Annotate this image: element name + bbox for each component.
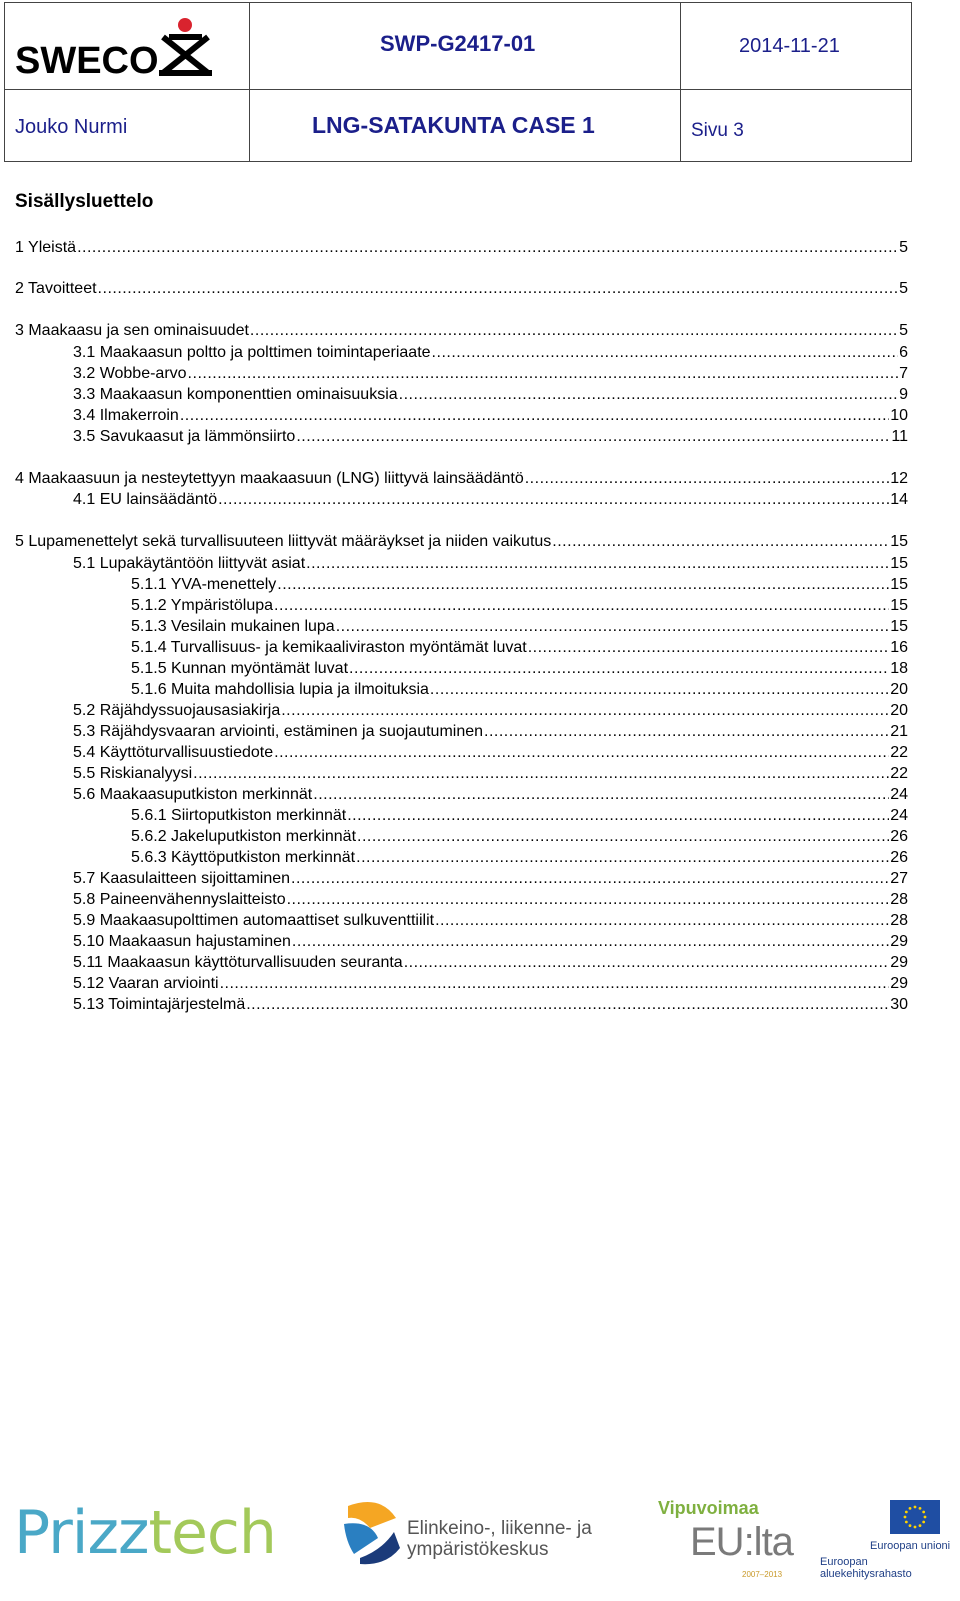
eu-flag-icon: [890, 1500, 940, 1534]
toc-entry-page: 20: [890, 681, 908, 698]
ely-line1: Elinkeino-, liikenne- ja: [407, 1518, 592, 1539]
document-code: SWP-G2417-01: [380, 31, 536, 56]
toc-entry[interactable]: [73, 701, 908, 721]
eu-star: [919, 1524, 922, 1527]
toc-entry[interactable]: [73, 953, 908, 973]
toc-entry-page: 15: [890, 576, 908, 593]
toc-entry[interactable]: [73, 554, 908, 574]
toc-leader-dots: [287, 890, 890, 910]
toc-entry-label: 5.1.1 YVA-menettely: [131, 576, 277, 593]
eu-star: [904, 1516, 907, 1519]
document-date: 2014-11-21: [739, 35, 840, 57]
toc-leader-dots: [306, 554, 889, 574]
prizztech-logo: [14, 1498, 276, 1568]
author-name: Jouko Nurmi: [15, 116, 128, 138]
toc-entry[interactable]: [131, 848, 908, 868]
toc-entry[interactable]: [15, 321, 908, 341]
prizztech-logo-part2: tech: [148, 1498, 276, 1568]
toc-leader-dots: [193, 764, 889, 784]
toc-entry[interactable]: [73, 385, 908, 405]
sweco-logo-dot: [178, 18, 192, 32]
date-cell: [680, 2, 912, 90]
toc-entry-label: 5.1.4 Turvallisuus- ja kemikaaliviraston myöntämät luvat: [131, 639, 527, 656]
toc-entry-page: 28: [890, 891, 908, 908]
toc-leader-dots: [313, 785, 889, 805]
footer-logos: [0, 1490, 960, 1601]
toc-entry-page: 22: [890, 744, 908, 761]
toc-entry-page: 20: [890, 702, 908, 719]
toc-leader-dots: [399, 385, 898, 405]
toc-entry-label: 3 Maakaasu ja sen ominaisuudet: [15, 322, 249, 339]
toc-leader-dots: [292, 932, 889, 952]
toc-leader-dots: [218, 490, 889, 510]
toc-leader-dots: [180, 406, 889, 426]
toc-entry-label: 5.5 Riskianalyysi: [73, 765, 193, 782]
toc-entry[interactable]: [73, 785, 908, 805]
toc-entry-page: 29: [890, 933, 908, 950]
toc-entry[interactable]: [73, 364, 908, 384]
toc-leader-dots: [296, 427, 890, 447]
document-header: [4, 2, 912, 162]
toc-entry-page: 15: [890, 597, 908, 614]
toc-title: Sisällysluettelo: [15, 191, 154, 212]
eu-star: [909, 1524, 912, 1527]
eu-star: [905, 1511, 908, 1514]
toc-entry-page: 26: [890, 828, 908, 845]
toc-entry-page: 18: [890, 660, 908, 677]
eulta-years: 2007–2013: [742, 1570, 783, 1579]
toc-entry[interactable]: [131, 617, 908, 637]
toc-leader-dots: [347, 806, 889, 826]
toc-leader-dots: [356, 848, 889, 868]
toc-leader-dots: [98, 279, 899, 299]
ely-logo-text: [407, 1518, 592, 1560]
toc-entry-label: 5.6.2 Jakeluputkiston merkinnät: [131, 828, 357, 845]
toc-entry-label: 5.6.1 Siirtoputkiston merkinnät: [131, 807, 347, 824]
toc-entry[interactable]: [73, 995, 908, 1015]
toc-leader-dots: [357, 827, 889, 847]
toc-entry-label: 3.2 Wobbe-arvo: [73, 365, 187, 382]
toc-leader-dots: [404, 953, 890, 973]
eulta-text: EU:lta: [690, 1520, 793, 1564]
toc-entry[interactable]: [73, 890, 908, 910]
toc-leader-dots: [250, 321, 898, 341]
toc-entry[interactable]: [73, 932, 908, 952]
toc-entry-label: 5.1.5 Kunnan myöntämät luvat: [131, 660, 349, 677]
toc-entry[interactable]: [73, 427, 908, 447]
toc-entry-page: 16: [890, 639, 908, 656]
toc-entry-page: 21: [890, 723, 908, 740]
toc-entry-label: 5.12 Vaaran arviointi: [73, 975, 219, 992]
toc-entry-label: 1 Yleistä: [15, 239, 77, 256]
eu-star: [922, 1511, 925, 1514]
toc-entry-page: 24: [890, 807, 908, 824]
eu-star: [919, 1507, 922, 1510]
toc-entry[interactable]: [15, 532, 908, 552]
author-cell: [4, 89, 250, 162]
toc-entry-label: 5.9 Maakaasupolttimen automaattiset sulkuventtiilit: [73, 912, 435, 929]
toc-leader-dots: [188, 364, 899, 384]
toc-entry-page: 27: [890, 870, 908, 887]
toc-entry-label: 5.1.2 Ympäristölupa: [131, 597, 274, 614]
toc-entry-label: 5.11 Maakaasun käyttöturvallisuuden seuranta: [73, 954, 403, 971]
eu-star: [922, 1521, 925, 1524]
toc-leader-dots: [430, 680, 889, 700]
eu-star: [914, 1526, 917, 1529]
toc-entry[interactable]: [131, 638, 908, 658]
toc-entry-label: 5.1.6 Muita mahdollisia lupia ja ilmoituksia: [131, 681, 429, 698]
toc-leader-dots: [281, 701, 889, 721]
toc-entry-page: 24: [890, 786, 908, 803]
eu-star: [905, 1521, 908, 1524]
vipuvoimaa-text: Vipuvoimaa: [658, 1498, 759, 1518]
ely-line2: ympäristökeskus: [407, 1539, 549, 1560]
toc-entry[interactable]: [73, 911, 908, 931]
toc-leader-dots: [246, 995, 889, 1015]
toc-entry-page: 10: [890, 407, 908, 424]
toc-entry-page: 15: [890, 555, 908, 572]
toc-entry-page: 11: [891, 428, 908, 445]
toc-entry-label: 5.10 Maakaasun hajustaminen: [73, 933, 291, 950]
toc-entry-page: 29: [890, 954, 908, 971]
eu-star: [914, 1506, 917, 1509]
toc-entry-label: 5.2 Räjähdyssuojausasiakirja: [73, 702, 281, 719]
toc-entry[interactable]: [131, 827, 908, 847]
toc-entry-label: 5.3 Räjähdysvaaran arviointi, estäminen ja suojautuminen: [73, 723, 484, 740]
toc-leader-dots: [525, 469, 889, 489]
toc-entry[interactable]: [73, 343, 908, 363]
toc-entry[interactable]: [131, 575, 908, 595]
toc-leader-dots: [435, 911, 889, 931]
toc-leader-dots: [77, 238, 898, 258]
project-title: LNG-SATAKUNTA CASE 1: [312, 112, 595, 138]
sweco-logo: [13, 15, 223, 85]
toc-entry-page: 28: [890, 912, 908, 929]
prizztech-logo-part1: Prizz: [14, 1498, 149, 1568]
toc-entry[interactable]: [131, 596, 908, 616]
toc-entry-label: 4.1 EU lainsäädäntö: [73, 491, 218, 508]
toc-entry[interactable]: [73, 406, 908, 426]
toc-entry-label: 5.13 Toimintajärjestelmä: [73, 996, 246, 1013]
toc-entry-page: 5: [899, 239, 908, 256]
toc-entry[interactable]: [131, 806, 908, 826]
toc-entry-page: 7: [899, 365, 908, 382]
toc-leader-dots: [484, 722, 889, 742]
toc-leader-dots: [274, 743, 889, 763]
toc-entry[interactable]: [15, 238, 908, 258]
toc-entry-label: 3.1 Maakaasun poltto ja polttimen toimintaperiaate: [73, 344, 431, 361]
toc-entry[interactable]: [73, 490, 908, 510]
toc-leader-dots: [220, 974, 890, 994]
toc-entry[interactable]: [73, 722, 908, 742]
toc-entry-label: 3.5 Savukaasut ja lämmönsiirto: [73, 428, 296, 445]
page-number-cell: [680, 89, 912, 162]
toc-entry-page: 26: [890, 849, 908, 866]
toc-leader-dots: [349, 659, 889, 679]
toc-leader-dots: [291, 869, 889, 889]
toc-entry-label: 5.7 Kaasulaitteen sijoittaminen: [73, 870, 291, 887]
eu-line1: Euroopan unioni: [870, 1540, 951, 1552]
toc-entry-label: 3.4 Ilmakerroin: [73, 407, 179, 424]
toc-leader-dots: [432, 343, 899, 363]
toc-entry-page: 15: [890, 618, 908, 635]
toc-entry-label: 5.4 Käyttöturvallisuustiedote: [73, 744, 274, 761]
toc-entry[interactable]: [15, 279, 908, 299]
toc-entry[interactable]: [73, 743, 908, 763]
toc-entry-page: 6: [899, 344, 908, 361]
toc-entry-page: 22: [890, 765, 908, 782]
toc-entry-page: 15: [890, 533, 908, 550]
toc-entry-page: 5: [899, 322, 908, 339]
toc-entry-page: 9: [899, 386, 908, 403]
toc-leader-dots: [274, 596, 889, 616]
toc-entry-label: 2 Tavoitteet: [15, 280, 97, 297]
sweco-logo-mark: [159, 37, 212, 73]
toc-entry-page: 12: [890, 470, 908, 487]
toc-entry-page: 30: [890, 996, 908, 1013]
toc-entry-page: 14: [890, 491, 908, 508]
toc-entry-label: 3.3 Maakaasun komponenttien ominaisuuksia: [73, 386, 398, 403]
toc-entry-label: 5.1.3 Vesilain mukainen lupa: [131, 618, 335, 635]
toc-entry-label: 5.1 Lupakäytäntöön liittyvät asiat: [73, 555, 306, 572]
toc-leader-dots: [336, 617, 890, 637]
toc-entry[interactable]: [73, 764, 908, 784]
ely-logo-icon: [340, 1498, 402, 1568]
toc-leader-dots: [528, 638, 889, 658]
toc-entry-label: 5.8 Paineenvähennyslaitteisto: [73, 891, 286, 908]
toc-entry-label: 5 Lupamenettelyt sekä turvallisuuteen liittyvät määräykset ja niiden vaikutus: [15, 533, 552, 550]
toc-entry-label: 4 Maakaasuun ja nesteytettyyn maakaasuun (LNG) liittyvä lainsäädäntö: [15, 470, 524, 487]
document-code-cell: [249, 2, 681, 90]
project-cell: [249, 89, 681, 162]
eu-star: [924, 1516, 927, 1519]
toc-leader-dots: [277, 575, 889, 595]
toc-entry-page: 29: [890, 975, 908, 992]
toc-leader-dots: [552, 532, 889, 552]
eu-line2: Euroopan aluekehitysrahasto: [820, 1556, 912, 1580]
toc-entry-page: 5: [899, 280, 908, 297]
eu-star: [909, 1507, 912, 1510]
page-number: Sivu 3: [691, 120, 744, 141]
sweco-logo-text: SWECO: [15, 40, 159, 82]
toc-entry-label: 5.6 Maakaasuputkiston merkinnät: [73, 786, 313, 803]
toc-entry[interactable]: [73, 974, 908, 994]
toc-entry[interactable]: [15, 469, 908, 489]
toc-entry[interactable]: [131, 680, 908, 700]
logo-cell: [4, 2, 250, 90]
toc-entry-label: 5.6.3 Käyttöputkiston merkinnät: [131, 849, 356, 866]
toc-entry[interactable]: [73, 869, 908, 889]
toc-entry[interactable]: [131, 659, 908, 679]
